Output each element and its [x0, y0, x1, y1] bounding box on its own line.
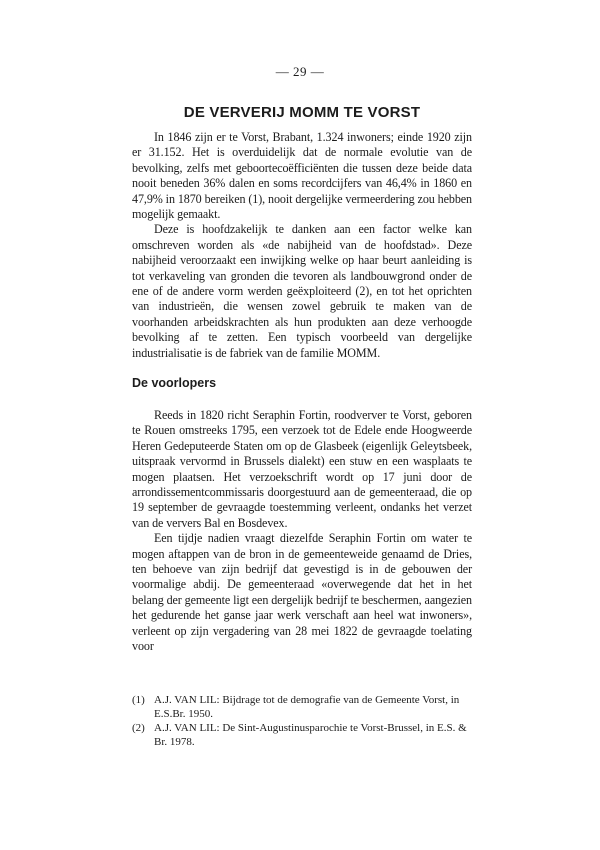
footnote-text: A.J. VAN LIL: Bijdrage tot de demografie van de Gemeente Vorst, in E.S.Br. 1950. — [154, 694, 460, 720]
footnote-marker: (2) — [132, 722, 145, 735]
footnote — [132, 694, 472, 721]
page-title: DE VERVERIJ MOMM TE VORST — [183, 104, 421, 121]
paragraph: Deze is hoofdzakelijk te danken aan een factor welke kan omschreven worden als «de nabijheid van de hoofdstad». Deze nabijheid veroorzaakt een inwijking welke op haar beurt aanleiding is tot verkaveling van gronden die tevoren als landbouwgrond onder de ene of de andere vorm werden geëxploiteerd (2), en tot het oprichten van industrieën, die wensen zowel gebruik te maken van de voorhanden arbeidskrachten als hun produkten aan deze verhoogde bevolking af te zetten. Een typisch voorbeeld van dergelijke industrialisatie is de fabriek van de familie MOMM. — [132, 222, 472, 360]
footnote — [132, 722, 472, 749]
paragraph: Reeds in 1820 richt Seraphin Fortin, roodverver te Vorst, geboren te Rouen omstreeks 1795, een verzoek tot de Edele ende Hoogweerde Heren Gedeputeerde Staten om op de Glasbeek (eigenlijk Geleytsbeek, uitspraak vervormd in Brussels dialekt) een stuw en een wasplaats te mogen plaatsen. Het verzoekschrift wordt op 17 juni door de arrondissementcommissaris doorgestuurd aan de gemeenteraad, die op 19 september de gevraagde toestemming verleent, ondanks het verzet van de ververs Bal en Bosdevex. — [132, 408, 472, 530]
paragraph: In 1846 zijn er te Vorst, Brabant, 1.324 inwoners; einde 1920 zijn er 31.152. Het is overduidelijk dat de normale evolutie van de bevolking, zelfs met geboortecoëfficiënten die tussen deze beide data nooit beneden 36% dalen en soms recordcijfers van 46,4% in 1860 en 47,9% in 1870 bereiken (1), nooit dergelijke vermeerdering zou hebben mogelijk gemaakt. — [132, 130, 472, 222]
page-number: — 29 — — [275, 64, 325, 79]
footnote-text: A.J. VAN LIL: De Sint-Augustinusparochie te Vorst-Brussel, in E.S. & Br. 1978. — [154, 722, 467, 748]
intro-text — [132, 130, 472, 361]
section-heading: De voorlopers — [132, 376, 217, 390]
footnotes — [132, 694, 472, 750]
footnote-marker: (1) — [132, 694, 145, 706]
paragraph: Een tijdje nadien vraagt diezelfde Seraphin Fortin om water te mogen aftappen van de bron in de gemeenteweide genaamd de Dries, ten behoeve van zijn bedrijf dat gevestigd is in de gebouwen der voormalige abdij. De gemeenteraad «overwegende dat het in het belang der gemeente ligt een dergelijk bedrijf te beschermen, aangezien het gedurende het ganse jaar werk verschaft aan heel wat inwoners», verleent op zijn vergadering van 28 mei 1822 de gevraagde toelating voor — [132, 531, 472, 654]
section-text — [132, 408, 472, 655]
